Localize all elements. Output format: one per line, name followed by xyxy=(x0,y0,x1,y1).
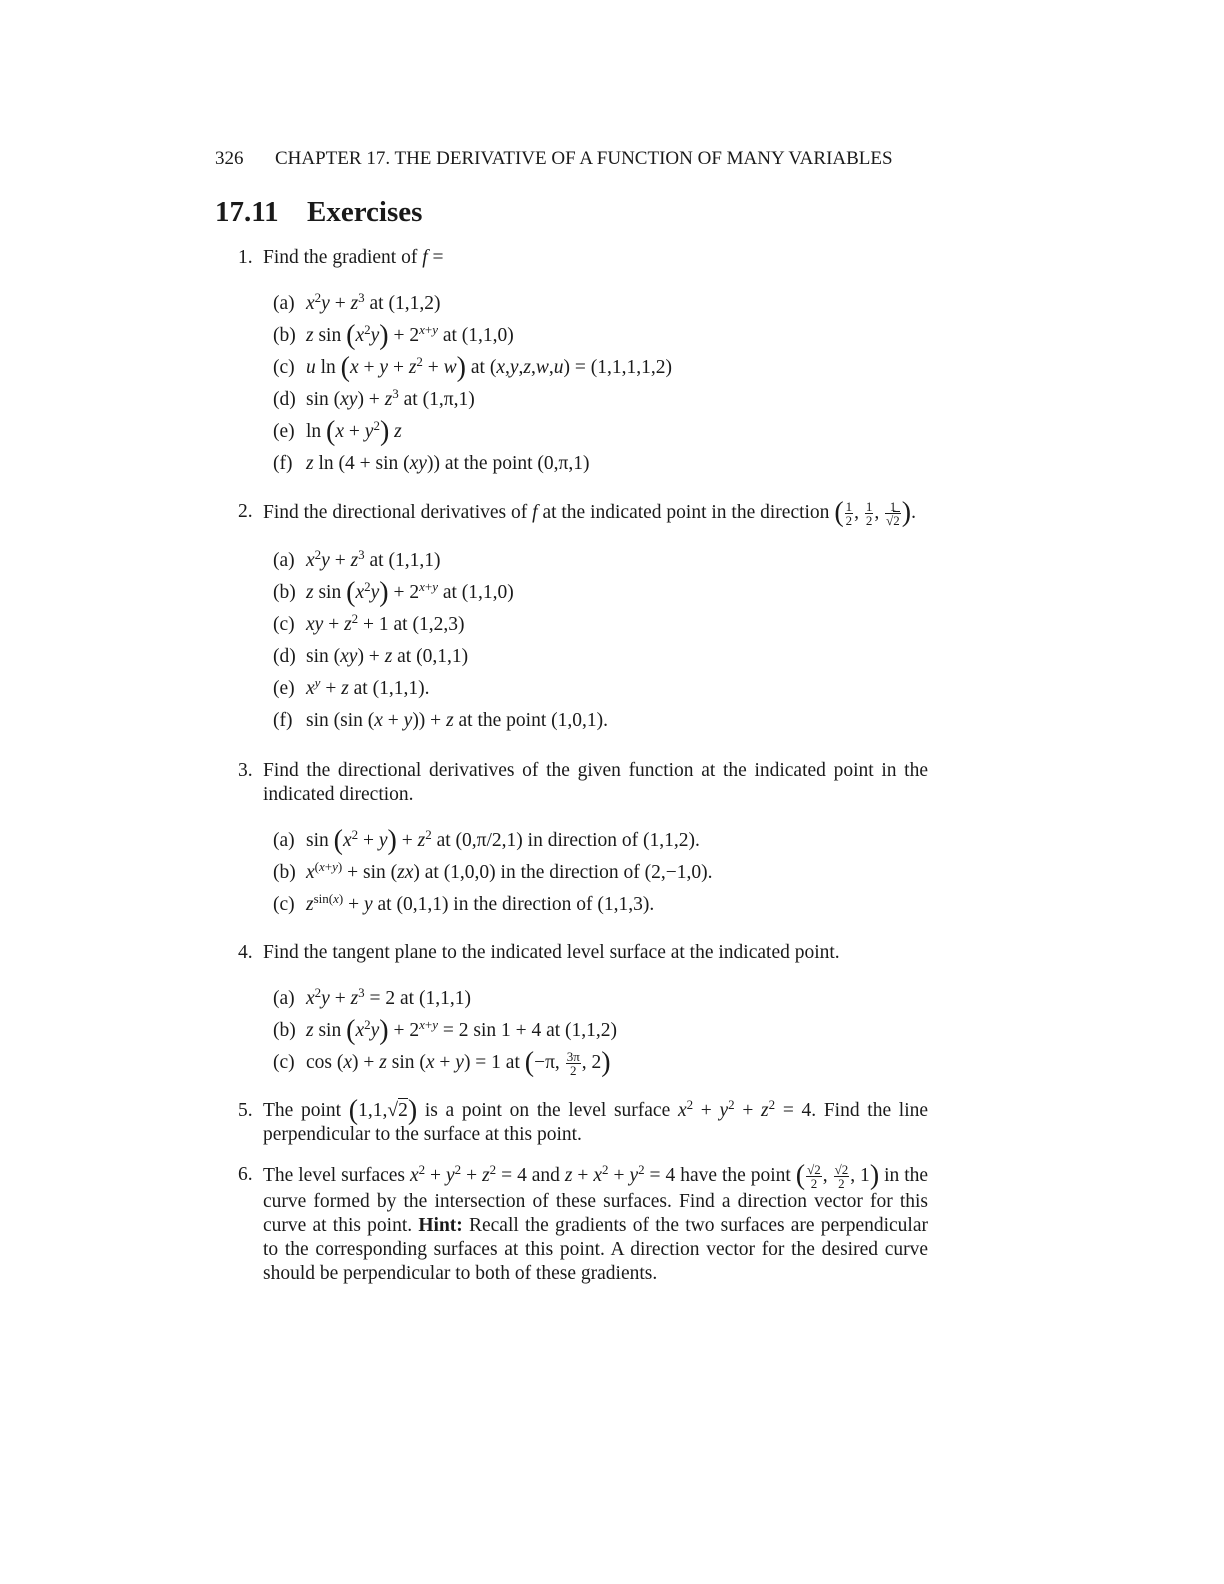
exercise-4-intro: Find the tangent plane to the indicated level surface at the indicated point. xyxy=(263,942,840,963)
part-label: (e) xyxy=(273,678,295,699)
section-heading xyxy=(215,196,422,229)
part-label: (d) xyxy=(273,646,296,667)
exercise-3a: (a) $\sin (x^2 + y) + z^2$ at (0,π/2,1) in direction of (1,1,2). xyxy=(273,825,700,856)
part-label: (a) xyxy=(273,550,295,571)
exercise-5-text: The point (1,1,√2) is a point on the level surface $x^2 + y^2 + z^2 = 4$. Find the line perpendicular to the surface at this point. xyxy=(263,1095,929,1145)
exercise-2e: (e) $x^y + z$ at (1,1,1). xyxy=(273,673,928,705)
exercise-1e: (e) $\ln (x + y^2)$ z xyxy=(273,416,402,447)
section-title: Exercises xyxy=(307,196,423,228)
exercise-2a: (a) $x^2y + z^3$ at (1,1,1) xyxy=(273,545,928,577)
exercise-6-text: The level surfaces $x^2 + y^2 + z^2 = 4$ and $z + x^2 + y^2 = 4$ have the point ( $\frac{√2}{2}$ , $\frac{√2}{2}$ , 1) in the curve formed by the intersection of these surfaces. Find a direction vector for this curve at this point. Hint: Recall the gradients of the two surfaces are perpendicular to the corresponding surfaces at this point. A direction vector for the desired curve should be perpendicular to both of these gradients. xyxy=(263,1159,929,1284)
exercise-3 xyxy=(238,759,928,921)
exercise-2b: (b) z $\sin (x^2y) + 2^{x+y}$ at (1,1,0) xyxy=(273,577,514,608)
exercise-1-intro: Find the gradient of f = xyxy=(263,247,444,268)
exercise-number: 1. xyxy=(238,247,253,268)
part-label: (a) xyxy=(273,293,295,314)
exercise-3-intro: Find the directional derivatives of the given function at the indicated point in the indicated direction. xyxy=(263,760,928,805)
exercise-2d: (d) sin (xy) + z at (0,1,1) xyxy=(273,641,928,673)
section-number: 17.11 xyxy=(215,196,279,228)
exercise-1d: (d) $\sin (xy) + z^3$ at (1,π,1) xyxy=(273,384,928,416)
chapter-title: CHAPTER 17. THE DERIVATIVE OF A FUNCTION OF MANY VARIABLES xyxy=(275,148,893,169)
exercise-1c: (c) u $\ln (x + y + z^2 + w)$ at (x,y,z,w,u) = (1,1,1,1,2) xyxy=(273,352,672,383)
exercise-number: 4. xyxy=(238,942,253,963)
exercise-number: 2. xyxy=(238,501,253,522)
part-label: (b) xyxy=(273,325,296,346)
exercise-3b: (b) $x^{(x+y)} + \sin (zx)$ at (1,0,0) in the direction of (2,−1,0). xyxy=(273,857,928,889)
part-label: (f) xyxy=(273,453,293,474)
exercise-3-parts xyxy=(273,825,928,921)
part-label: (b) xyxy=(273,1020,296,1041)
part-label: (a) xyxy=(273,988,295,1009)
exercise-6 xyxy=(238,1159,929,1286)
exercise-2f: (f) sin (sin (x + y)) + z at the point (1,0,1). xyxy=(273,705,928,737)
exercise-1-parts xyxy=(273,288,928,480)
exercise-4 xyxy=(238,941,928,1079)
exercise-list xyxy=(238,246,928,1286)
part-label: (c) xyxy=(273,1052,295,1073)
part-label: (c) xyxy=(273,894,295,915)
part-label: (c) xyxy=(273,357,295,378)
exercise-2-parts xyxy=(273,545,928,737)
exercise-2 xyxy=(238,496,928,737)
exercise-1 xyxy=(238,246,928,480)
exercise-2-intro: Find the directional derivatives of f at the indicated point in the direction ( $\frac{1}{2}$ , $\frac{1}{2}$ , $\frac{1}{√2}$ ). xyxy=(263,496,916,528)
part-label: (a) xyxy=(273,830,295,851)
exercise-4c: (c) cos (x) + z sin (x + y) = 1 at (−π, $\frac{3\pi}{2}$ , 2) xyxy=(273,1047,611,1079)
exercise-1f: (f) z ln (4 + sin (xy)) at the point (0,π,1) xyxy=(273,448,928,480)
part-label: (e) xyxy=(273,421,295,442)
exercise-3c: (c) $z^{sin(x)} + y$ at (0,1,1) in the direction of (1,1,3). xyxy=(273,889,928,921)
exercise-4a: (a) $x^2y + z^3 = 2$ at (1,1,1) xyxy=(273,983,928,1015)
running-head xyxy=(215,148,927,170)
exercise-number: 6. xyxy=(238,1164,253,1185)
part-label: (c) xyxy=(273,614,295,635)
part-label: (f) xyxy=(273,710,293,731)
exercise-4b: (b) z $\sin (x^2y) + 2^{x+y} = 2$ sin 1 + 4 at (1,1,2) xyxy=(273,1015,618,1046)
part-label: (d) xyxy=(273,389,296,410)
page-number: 326 xyxy=(215,148,244,169)
exercise-number: 5. xyxy=(238,1100,253,1121)
exercise-4-parts xyxy=(273,983,928,1079)
part-label: (b) xyxy=(273,862,296,883)
exercise-1a: (a) $x^2y + z^3$ at (1,1,2) xyxy=(273,288,928,320)
exercise-5 xyxy=(238,1095,929,1147)
exercise-2c: (c) xy + $z^2 + 1$ at (1,2,3) xyxy=(273,609,928,641)
part-label: (b) xyxy=(273,582,296,603)
exercise-number: 3. xyxy=(238,760,253,781)
exercise-1b: (b) z $\sin (x^2y) + 2^{x+y}$ at (1,1,0) xyxy=(273,320,514,351)
